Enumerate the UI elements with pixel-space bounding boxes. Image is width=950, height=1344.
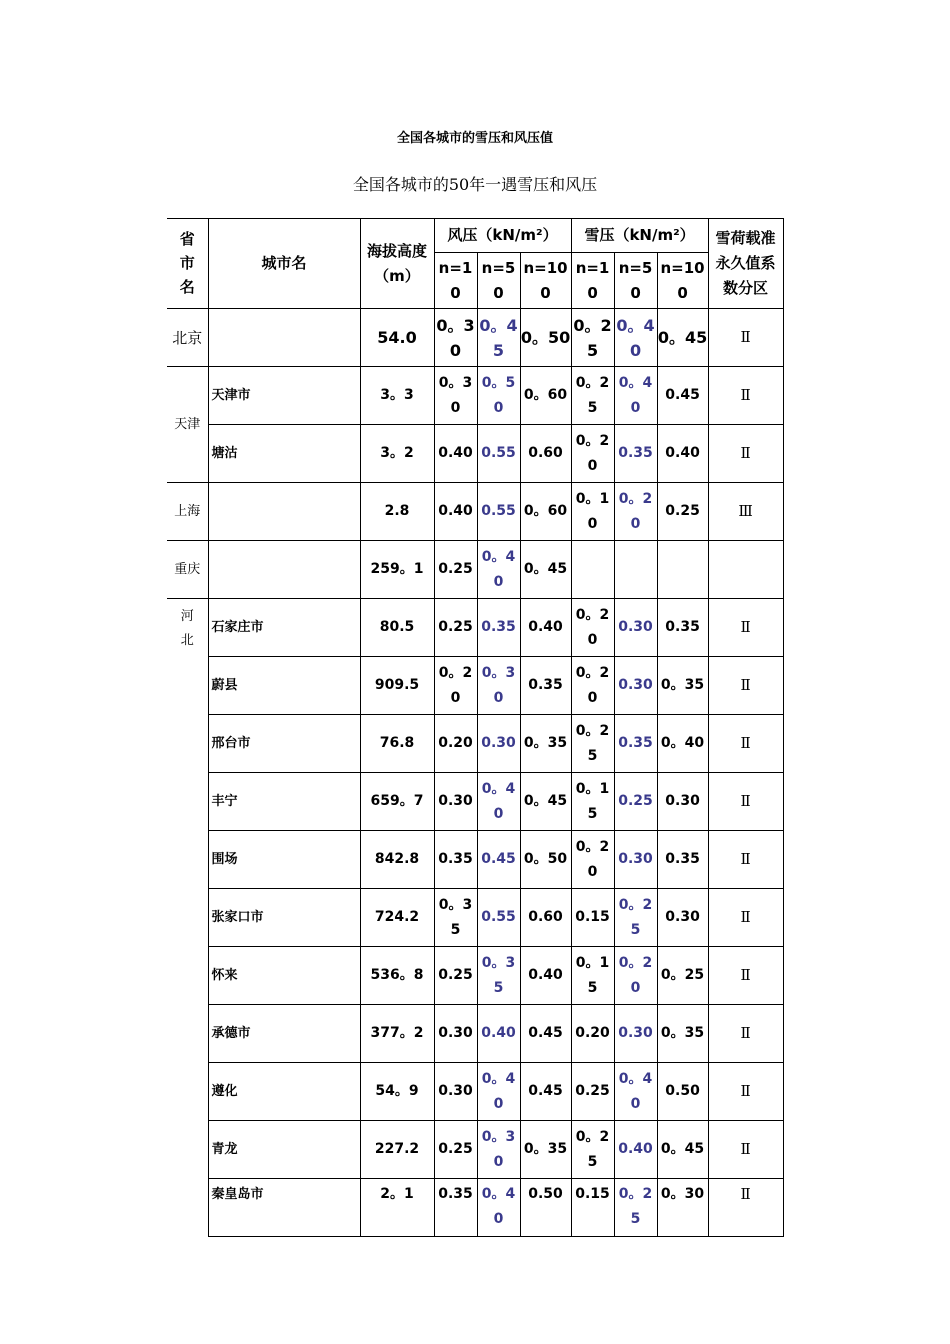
wind-n50-cell: 0.40 [477, 1005, 520, 1063]
snow-n10-cell: 0。25 [571, 1121, 614, 1179]
wind-n10-cell: 0.25 [434, 599, 477, 657]
snow-n50-cell: 0。25 [614, 889, 657, 947]
header-snow-n100: n=100 [657, 253, 708, 309]
altitude-cell: 3。2 [360, 425, 434, 483]
table-row [167, 367, 783, 425]
wind-n100-cell: 0。35 [520, 715, 571, 773]
city-cell: 围场 [208, 831, 360, 889]
header-wind-n100: n=100 [520, 253, 571, 309]
snow-n50-cell: 0.30 [614, 657, 657, 715]
snow-n50-cell: 0.30 [614, 1005, 657, 1063]
city-cell: 蔚县 [208, 657, 360, 715]
wind-n10-cell: 0.40 [434, 425, 477, 483]
header-city: 城市名 [208, 219, 360, 309]
wind-n50-cell: 0。40 [477, 1179, 520, 1237]
snow-n100-cell: 0.30 [657, 889, 708, 947]
snow-n50-cell [614, 541, 657, 599]
snow-n100-cell: 0。45 [657, 309, 708, 367]
snow-n100-cell: 0.25 [657, 483, 708, 541]
wind-n100-cell: 0。60 [520, 367, 571, 425]
table-row [167, 889, 783, 947]
province-cell: 天津 [167, 367, 208, 483]
zone-cell: Ⅱ [708, 367, 783, 425]
snow-wind-pressure-table [167, 218, 784, 1237]
wind-n100-cell: 0.45 [520, 1005, 571, 1063]
wind-n10-cell: 0.30 [434, 773, 477, 831]
zone-cell: Ⅱ [708, 309, 783, 367]
city-cell: 丰宁 [208, 773, 360, 831]
wind-n100-cell: 0。50 [520, 309, 571, 367]
wind-n50-cell: 0。30 [477, 1121, 520, 1179]
snow-n50-cell: 0。40 [614, 309, 657, 367]
city-cell [208, 483, 360, 541]
wind-n100-cell: 0.45 [520, 1063, 571, 1121]
snow-n50-cell: 0。20 [614, 947, 657, 1005]
wind-n50-cell: 0.30 [477, 715, 520, 773]
header-wind-pressure: 风压（kN/m²） [434, 219, 571, 253]
wind-n10-cell: 0.35 [434, 1179, 477, 1237]
altitude-cell: 3。3 [360, 367, 434, 425]
table-container [167, 218, 783, 1227]
wind-n10-cell: 0.30 [434, 1063, 477, 1121]
wind-n10-cell: 0.40 [434, 483, 477, 541]
wind-n50-cell: 0.55 [477, 425, 520, 483]
snow-n100-cell: 0。30 [657, 1179, 708, 1237]
table-row [167, 1063, 783, 1121]
wind-n10-cell: 0。30 [434, 309, 477, 367]
city-cell: 天津市 [208, 367, 360, 425]
table-title: 全国各城市的50年一遇雪压和风压 [352, 175, 598, 194]
snow-n50-cell: 0。40 [614, 1063, 657, 1121]
city-cell [208, 309, 360, 367]
wind-n100-cell: 0.40 [520, 599, 571, 657]
snow-n10-cell: 0。25 [571, 715, 614, 773]
wind-n10-cell: 0.25 [434, 947, 477, 1005]
table-row [167, 483, 783, 541]
table-row [167, 657, 783, 715]
table-row [167, 715, 783, 773]
snow-n10-cell [571, 541, 614, 599]
wind-n50-cell: 0。40 [477, 773, 520, 831]
snow-n100-cell: 0.35 [657, 831, 708, 889]
header-snow-pressure: 雪压（kN/m²） [571, 219, 708, 253]
wind-n50-cell: 0。45 [477, 309, 520, 367]
wind-n10-cell: 0.35 [434, 831, 477, 889]
wind-n100-cell: 0。45 [520, 773, 571, 831]
province-cell: 上海 [167, 483, 208, 541]
zone-cell [708, 541, 783, 599]
header-row-1 [167, 219, 783, 253]
zone-cell: Ⅲ [708, 483, 783, 541]
wind-n100-cell: 0.40 [520, 947, 571, 1005]
snow-n10-cell: 0。15 [571, 947, 614, 1005]
table-row [167, 425, 783, 483]
table-row [167, 1005, 783, 1063]
wind-n10-cell: 0.20 [434, 715, 477, 773]
snow-n100-cell: 0.50 [657, 1063, 708, 1121]
city-cell: 邢台市 [208, 715, 360, 773]
zone-cell: Ⅱ [708, 1179, 783, 1237]
wind-n100-cell: 0。60 [520, 483, 571, 541]
header-province: 省市名 [167, 219, 208, 309]
city-cell: 青龙 [208, 1121, 360, 1179]
city-cell [208, 541, 360, 599]
header-wind-n50: n=50 [477, 253, 520, 309]
snow-n100-cell: 0.35 [657, 599, 708, 657]
wind-n10-cell: 0.25 [434, 1121, 477, 1179]
snow-n100-cell: 0。35 [657, 1005, 708, 1063]
snow-n50-cell: 0。20 [614, 483, 657, 541]
snow-n50-cell: 0。25 [614, 1179, 657, 1237]
zone-cell: Ⅱ [708, 425, 783, 483]
snow-n50-cell: 0.30 [614, 599, 657, 657]
table-row [167, 541, 783, 599]
snow-n100-cell: 0.30 [657, 773, 708, 831]
wind-n50-cell: 0。50 [477, 367, 520, 425]
table-row [167, 1179, 783, 1237]
altitude-cell: 227.2 [360, 1121, 434, 1179]
wind-n100-cell: 0。50 [520, 831, 571, 889]
city-cell: 张家口市 [208, 889, 360, 947]
city-cell: 承德市 [208, 1005, 360, 1063]
wind-n50-cell: 0.35 [477, 599, 520, 657]
wind-n100-cell: 0.35 [520, 657, 571, 715]
wind-n10-cell: 0。35 [434, 889, 477, 947]
snow-n10-cell: 0。10 [571, 483, 614, 541]
snow-n50-cell: 0.35 [614, 425, 657, 483]
province-cell: 重庆 [167, 541, 208, 599]
snow-n10-cell: 0。15 [571, 773, 614, 831]
zone-cell: Ⅱ [708, 947, 783, 1005]
snow-n10-cell: 0.25 [571, 1063, 614, 1121]
wind-n100-cell: 0.60 [520, 889, 571, 947]
snow-n100-cell: 0。25 [657, 947, 708, 1005]
wind-n50-cell: 0。40 [477, 1063, 520, 1121]
snow-n10-cell: 0。25 [571, 309, 614, 367]
wind-n10-cell: 0.25 [434, 541, 477, 599]
header-altitude: 海拔高度（m） [360, 219, 434, 309]
wind-n50-cell: 0。35 [477, 947, 520, 1005]
snow-n100-cell: 0.45 [657, 367, 708, 425]
city-cell: 石家庄市 [208, 599, 360, 657]
province-cell: 北京 [167, 309, 208, 367]
wind-n50-cell: 0。40 [477, 541, 520, 599]
wind-n50-cell: 0。30 [477, 657, 520, 715]
header-wind-n10: n=10 [434, 253, 477, 309]
snow-n100-cell: 0。40 [657, 715, 708, 773]
header-snow-n50: n=50 [614, 253, 657, 309]
wind-n50-cell: 0.45 [477, 831, 520, 889]
header-snow-n10: n=10 [571, 253, 614, 309]
zone-cell: Ⅱ [708, 715, 783, 773]
table-row [167, 773, 783, 831]
zone-cell: Ⅱ [708, 889, 783, 947]
altitude-cell: 659。7 [360, 773, 434, 831]
zone-cell: Ⅱ [708, 599, 783, 657]
snow-n50-cell: 0.35 [614, 715, 657, 773]
snow-n100-cell: 0.40 [657, 425, 708, 483]
zone-cell: Ⅱ [708, 773, 783, 831]
city-cell: 怀来 [208, 947, 360, 1005]
wind-n50-cell: 0.55 [477, 483, 520, 541]
snow-n50-cell: 0。40 [614, 367, 657, 425]
snow-n50-cell: 0.30 [614, 831, 657, 889]
city-cell: 遵化 [208, 1063, 360, 1121]
snow-n50-cell: 0.25 [614, 773, 657, 831]
header-zone: 雪荷载准永久值系数分区 [708, 219, 783, 309]
wind-n100-cell: 0。35 [520, 1121, 571, 1179]
snow-n10-cell: 0。25 [571, 367, 614, 425]
wind-n10-cell: 0。20 [434, 657, 477, 715]
snow-n10-cell: 0。20 [571, 657, 614, 715]
altitude-cell: 54。9 [360, 1063, 434, 1121]
document-title: 全国各城市的雪压和风压值 [396, 131, 553, 146]
table-row [167, 309, 783, 367]
wind-n50-cell: 0.55 [477, 889, 520, 947]
wind-n10-cell: 0。30 [434, 367, 477, 425]
wind-n100-cell: 0.60 [520, 425, 571, 483]
altitude-cell: 76.8 [360, 715, 434, 773]
zone-cell: Ⅱ [708, 657, 783, 715]
zone-cell: Ⅱ [708, 1063, 783, 1121]
table-row [167, 947, 783, 1005]
altitude-cell: 842.8 [360, 831, 434, 889]
altitude-cell: 2.8 [360, 483, 434, 541]
snow-n100-cell [657, 541, 708, 599]
table-row [167, 1121, 783, 1179]
altitude-cell: 377。2 [360, 1005, 434, 1063]
snow-n100-cell: 0。35 [657, 657, 708, 715]
snow-n50-cell: 0.40 [614, 1121, 657, 1179]
city-cell: 秦皇岛市 [208, 1179, 360, 1237]
altitude-cell: 259。1 [360, 541, 434, 599]
wind-n100-cell: 0.50 [520, 1179, 571, 1237]
snow-n10-cell: 0.15 [571, 889, 614, 947]
table-row [167, 831, 783, 889]
wind-n100-cell: 0。45 [520, 541, 571, 599]
altitude-cell: 54.0 [360, 309, 434, 367]
province-cell: 河北 [167, 599, 208, 1237]
table-row [167, 599, 783, 657]
snow-n10-cell: 0。20 [571, 425, 614, 483]
zone-cell: Ⅱ [708, 1005, 783, 1063]
snow-n10-cell: 0。20 [571, 831, 614, 889]
wind-n10-cell: 0.30 [434, 1005, 477, 1063]
snow-n10-cell: 0。20 [571, 599, 614, 657]
snow-n10-cell: 0.20 [571, 1005, 614, 1063]
altitude-cell: 536。8 [360, 947, 434, 1005]
altitude-cell: 724.2 [360, 889, 434, 947]
snow-n10-cell: 0.15 [571, 1179, 614, 1237]
altitude-cell: 80.5 [360, 599, 434, 657]
snow-n100-cell: 0。45 [657, 1121, 708, 1179]
zone-cell: Ⅱ [708, 831, 783, 889]
altitude-cell: 2。1 [360, 1179, 434, 1237]
city-cell: 塘沽 [208, 425, 360, 483]
altitude-cell: 909.5 [360, 657, 434, 715]
zone-cell: Ⅱ [708, 1121, 783, 1179]
